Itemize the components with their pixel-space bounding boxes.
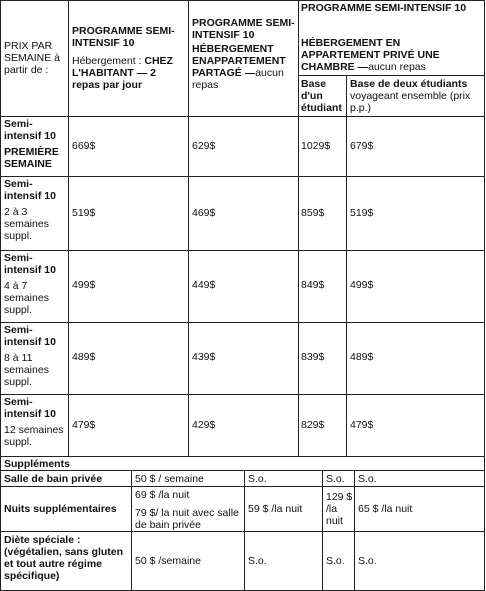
header-shared-sub-rest: aucun repas xyxy=(192,67,284,91)
supplement-diet-double: S.o. xyxy=(358,555,377,567)
row-label xyxy=(4,178,66,242)
supplements-title: Suppléments xyxy=(4,458,70,470)
row-label xyxy=(4,324,66,388)
row-label xyxy=(4,118,66,170)
price-homestay: 669$ xyxy=(72,140,96,152)
supplement-diet-single: S.o. xyxy=(326,555,345,567)
price-homestay: 519$ xyxy=(72,207,96,219)
supplement-nights-shared: 59 $ /la nuit xyxy=(248,503,303,515)
grid-line xyxy=(0,176,485,177)
price-single: 859$ xyxy=(301,207,325,219)
row-title: Semi-intensif 10 xyxy=(4,252,56,276)
grid-line xyxy=(0,250,485,251)
price-shared: 469$ xyxy=(192,207,216,219)
header-two-students-rest: voyageant ensemble (prix p.p.) xyxy=(350,90,471,114)
header-shared-sub-bold: HÉBERGEMENT ENAPPARTEMENT PARTAGÉ — xyxy=(192,43,286,79)
row-subtitle: 2 à 3 semaines suppl. xyxy=(4,206,49,242)
price-single: 829$ xyxy=(301,419,325,431)
row-label xyxy=(4,252,66,316)
price-shared: 439$ xyxy=(192,351,216,363)
row-subtitle: PREMIÈRE SEMAINE xyxy=(4,146,59,170)
header-homestay-sub-prefix: Hébergement : xyxy=(72,55,145,67)
supplement-nights-homestay-bath: 79 $/ la nuit avec salle de bain privée xyxy=(135,507,239,531)
row-title: Semi-intensif 10 xyxy=(4,178,56,202)
header-shared-title: PROGRAMME SEMI-INTENSIF 10 xyxy=(192,17,295,41)
price-single: 1029$ xyxy=(301,140,331,152)
grid-line xyxy=(346,75,347,456)
price-homestay: 479$ xyxy=(72,419,96,431)
row-subtitle: 8 à 11 semaines suppl. xyxy=(4,352,49,388)
price-shared: 429$ xyxy=(192,419,216,431)
supplement-nights-double: 65 $ /la nuit xyxy=(358,503,413,515)
supplement-diet-homestay: 50 $ /semaine xyxy=(135,555,201,567)
row-subtitle: 4 à 7 semaines suppl. xyxy=(4,280,49,316)
supplement-nights-homestay xyxy=(135,489,243,531)
price-shared: 629$ xyxy=(192,140,216,152)
row-title: Semi-intensif 10 xyxy=(4,324,56,348)
supplement-bath-label: Salle de bain privée xyxy=(4,473,103,485)
price-homestay: 489$ xyxy=(72,351,96,363)
header-shared-subtitle xyxy=(192,43,296,91)
supplement-nights-label: Nuits supplémentaires xyxy=(4,503,117,515)
grid-line xyxy=(0,456,485,457)
price-double: 679$ xyxy=(350,140,374,152)
header-homestay-sub-bold: CHEZ L'HABITANT — 2 repas par jour xyxy=(72,55,173,91)
supplement-bath-single: S.o. xyxy=(326,473,345,485)
grid-line xyxy=(298,0,299,456)
header-private-sub-bold: HÉBERGEMENT EN APPARTEMENT PRIVÉ UNE CHAMBRE — xyxy=(301,37,440,73)
header-price-label: PRIX PAR SEMAINE à partir de : xyxy=(4,40,61,76)
row-title: Semi-intensif 10 xyxy=(4,396,56,420)
header-private-sub-rest: aucun repas xyxy=(368,61,426,73)
price-double: 489$ xyxy=(350,351,374,363)
header-single-student: Base d'un étudiant xyxy=(301,78,342,114)
header-homestay-subtitle xyxy=(72,55,186,91)
price-double: 479$ xyxy=(350,419,374,431)
grid-line xyxy=(0,531,485,532)
supplement-bath-homestay: 50 $ / semaine xyxy=(135,473,204,485)
grid-line xyxy=(0,0,485,1)
grid-line xyxy=(0,322,485,323)
price-double: 499$ xyxy=(350,279,374,291)
price-single: 849$ xyxy=(301,279,325,291)
row-subtitle: 12 semaines suppl. xyxy=(4,424,64,448)
grid-line xyxy=(68,0,69,456)
price-homestay: 499$ xyxy=(72,279,96,291)
price-single: 839$ xyxy=(301,351,325,363)
grid-line xyxy=(0,394,485,395)
row-label xyxy=(4,396,66,448)
supplement-diet-label: Diète spéciale : (végétalien, sans gluten et tout autre régime spécifique) xyxy=(4,534,124,582)
grid-line xyxy=(0,470,485,471)
grid-line xyxy=(188,0,189,456)
price-shared: 449$ xyxy=(192,279,216,291)
supplement-diet-shared: S.o. xyxy=(248,555,267,567)
supplement-bath-shared: S.o. xyxy=(248,473,267,485)
grid-line xyxy=(484,0,485,591)
supplement-bath-double: S.o. xyxy=(358,473,377,485)
grid-line xyxy=(0,116,485,117)
header-two-students-bold: Base de deux étudiants xyxy=(350,78,468,90)
row-title: Semi-intensif 10 xyxy=(4,118,56,142)
supplement-nights-single: 129 $ /la nuit xyxy=(326,491,353,527)
header-two-students xyxy=(350,78,482,114)
header-homestay-title: PROGRAMME SEMI-INTENSIF 10 xyxy=(72,25,175,49)
grid-line xyxy=(0,0,1,591)
grid-line xyxy=(298,75,485,76)
price-double: 519$ xyxy=(350,207,374,219)
header-private-title: PROGRAMME SEMI-INTENSIF 10 xyxy=(301,2,467,14)
grid-line xyxy=(0,486,485,487)
header-private-subtitle xyxy=(301,37,481,73)
supplement-nights-homestay-standard: 69 $ /la nuit xyxy=(135,489,190,501)
